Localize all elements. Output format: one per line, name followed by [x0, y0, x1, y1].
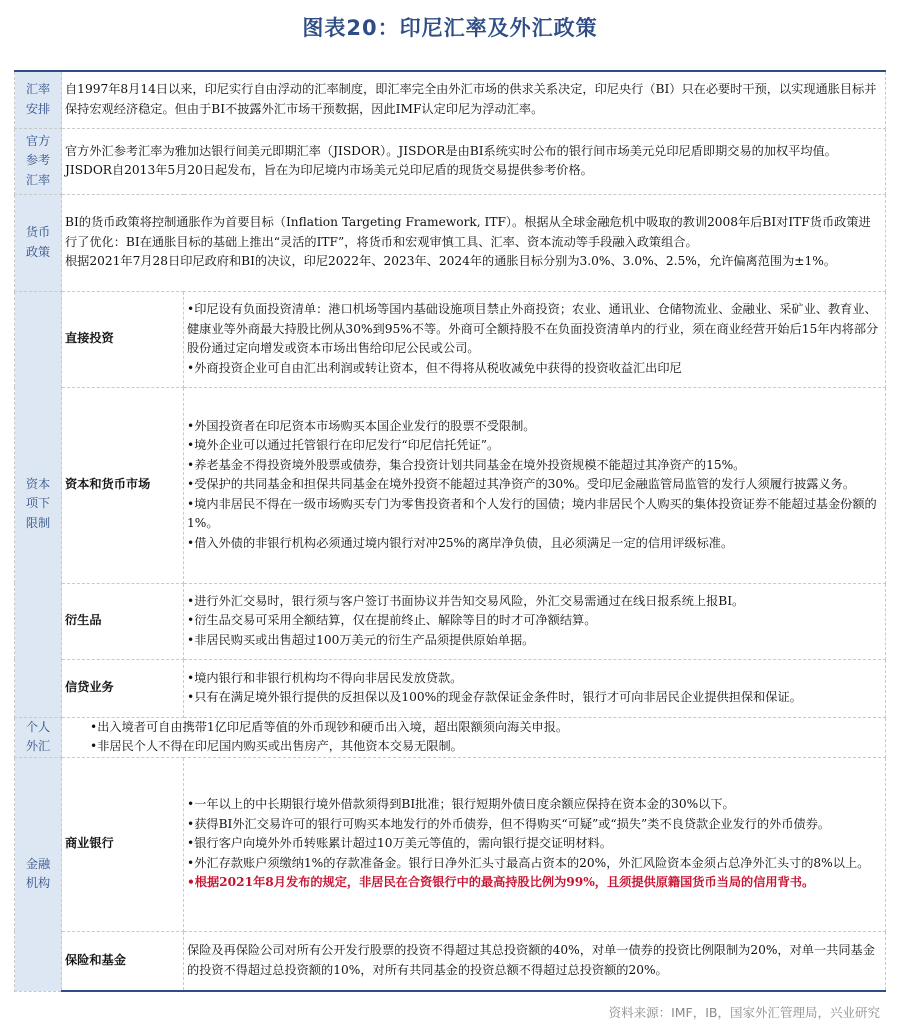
subcategory-cell: 衍生品 — [62, 583, 184, 659]
content-cell: •一年以上的中长期银行境外借款须得到BI批准；银行短期外债日度余额应保持在资本金的30%以下。 •获得BI外汇交易许可的银行可购买本地发行的外币债券，但不得购买“可疑”或“损失”类不良贷款企业发行的外币债券。 •银行客户向境外外币转账累计超过10万美元等值的，需向银行提交证明材料。 •外汇存款账户须缴纳1%的存款准备金。银行日净外汇头寸最高占资本的20%，外汇风险资本金须占总净外汇头寸的8%以上。 •根据2021年8月发布的规定，非居民在合资银行中的最高持股比例为99%，且须提供原籍国货币当局的信用背书。 — [184, 757, 886, 931]
subcategory-cell: 直接投资 — [62, 291, 184, 387]
chart-title: 图表20：印尼汇率及外汇政策 — [302, 16, 598, 40]
category-cell: 汇率 安排 — [15, 71, 62, 128]
content-cell: •外国投资者在印尼资本市场购买本国企业发行的股票不受限制。 •境外企业可以通过托管银行在印尼发行“印尼信托凭证”。 •养老基金不得投资境外股票或债券，集合投资计划共同基金在境外投资规模不能超过其净资产的15%。 •受保护的共同基金和担保共同基金在境外投资不能超过其净资产的30%。受印尼金融监管局监管的发行人须履行披露义务。 •境内非居民不得在一级市场购买专门为零售投资者和个人发行的国债；境内非居民个人购买的集体投资证券不能超过基金份额的1%。 •借入外债的非银行机构必须通过境内银行对冲25%的离岸净负债，且必须满足一定的信用评级标准。 — [184, 387, 886, 583]
table-row — [15, 717, 886, 757]
category-cell: 金融 机构 — [15, 757, 62, 991]
category-cell: 资本 项下 限制 — [15, 291, 62, 717]
table-row — [15, 387, 886, 583]
content-cell: 官方外汇参考汇率为雅加达银行间美元即期汇率（JISDOR）。JISDOR是由BI系统实时公布的银行间市场美元兑印尼盾即期交易的加权平均值。JISDOR自2013年5月20日起发布，旨在为印尼境内市场美元兑印尼盾的现货交易提供参考价格。 — [62, 128, 886, 194]
table-row — [15, 194, 886, 291]
table-row — [15, 71, 886, 128]
category-cell: 货币 政策 — [15, 194, 62, 291]
subcategory-cell: 商业银行 — [62, 757, 184, 931]
content-cell: •印尼设有负面投资清单：港口机场等国内基础设施项目禁止外商投资；农业、通讯业、仓储物流业、金融业、采矿业、教育业、健康业等外商最大持股比例从30%到95%不等。外商可全额持股不在负面投资清单内的行业，须在商业经营开始后15年内将部分股份通过定向增发或资本市场出售给印尼公民或公司。 •外商投资企业可自由汇出利润或转让资本，但不得将从税收减免中获得的投资收益汇出印尼 — [184, 291, 886, 387]
table-row — [15, 659, 886, 717]
category-cell: 官方 参考 汇率 — [15, 128, 62, 194]
content-cell: BI的货币政策将控制通胀作为首要目标（Inflation Targeting Framework, ITF）。根据从全球金融危机中吸取的教训2008年后BI对ITF货币政策进行了优化：BI在通胀目标的基础上推出“灵活的ITF”，将货币和宏观审慎工具、汇率、资本流动等手段融入政策组合。 根据2021年7月28日印尼政府和BI的决议，印尼2022年、2023年、2024年的通胀目标分别为3.0%、3.0%、2.5%，允许偏离范围为±1%。 — [62, 194, 886, 291]
table-row — [15, 583, 886, 659]
source-note: 资料来源：IMF，IB，国家外汇管理局，兴业研究 — [608, 1005, 880, 1020]
table-row — [15, 931, 886, 991]
content-cell: 自1997年8月14日以来，印尼实行自由浮动的汇率制度，即汇率完全由外汇市场的供求关系决定，印尼央行（BI）只在必要时干预，以实现通胀目标并保持宏观经济稳定。但由于BI不披露外汇市场干预数据，因此IMF认定印尼为浮动汇率。 — [62, 71, 886, 128]
content-cell: •出入境者可自由携带1亿印尼盾等值的外币现钞和硬币出入境，超出限额须向海关申报。 •非居民个人不得在印尼国内购买或出售房产，其他资本交易无限制。 — [62, 717, 886, 757]
policy-table — [14, 70, 886, 992]
subcategory-cell: 信贷业务 — [62, 659, 184, 717]
content-cell: •进行外汇交易时，银行须与客户签订书面协议并告知交易风险，外汇交易需通过在线日报系统上报BI。 •衍生品交易可采用全额结算，仅在提前终止、解除等目的时才可净额结算。 •非居民购买或出售超过100万美元的衍生产品须提供原始单据。 — [184, 583, 886, 659]
table-row — [15, 128, 886, 194]
category-cell: 个人 外汇 — [15, 717, 62, 757]
highlighted-rule: •根据2021年8月发布的规定，非居民在合资银行中的最高持股比例为99%，且须提供原籍国货币当局的信用背书。 — [187, 875, 815, 890]
content-cell: •境内银行和非银行机构均不得向非居民发放贷款。 •只有在满足境外银行提供的反担保以及100%的现金存款保证金条件时，银行才可向非居民企业提供担保和保证。 — [184, 659, 886, 717]
subcategory-cell: 保险和基金 — [62, 931, 184, 991]
subcategory-cell: 资本和货币市场 — [62, 387, 184, 583]
table-row — [15, 757, 886, 931]
content-cell: 保险及再保险公司对所有公开发行股票的投资不得超过其总投资额的40%，对单一债券的投资比例限制为20%，对单一共同基金的投资不得超过总投资额的10%，对所有共同基金的投资总额不得超过总投资额的20%。 — [184, 931, 886, 991]
table-row — [15, 291, 886, 387]
